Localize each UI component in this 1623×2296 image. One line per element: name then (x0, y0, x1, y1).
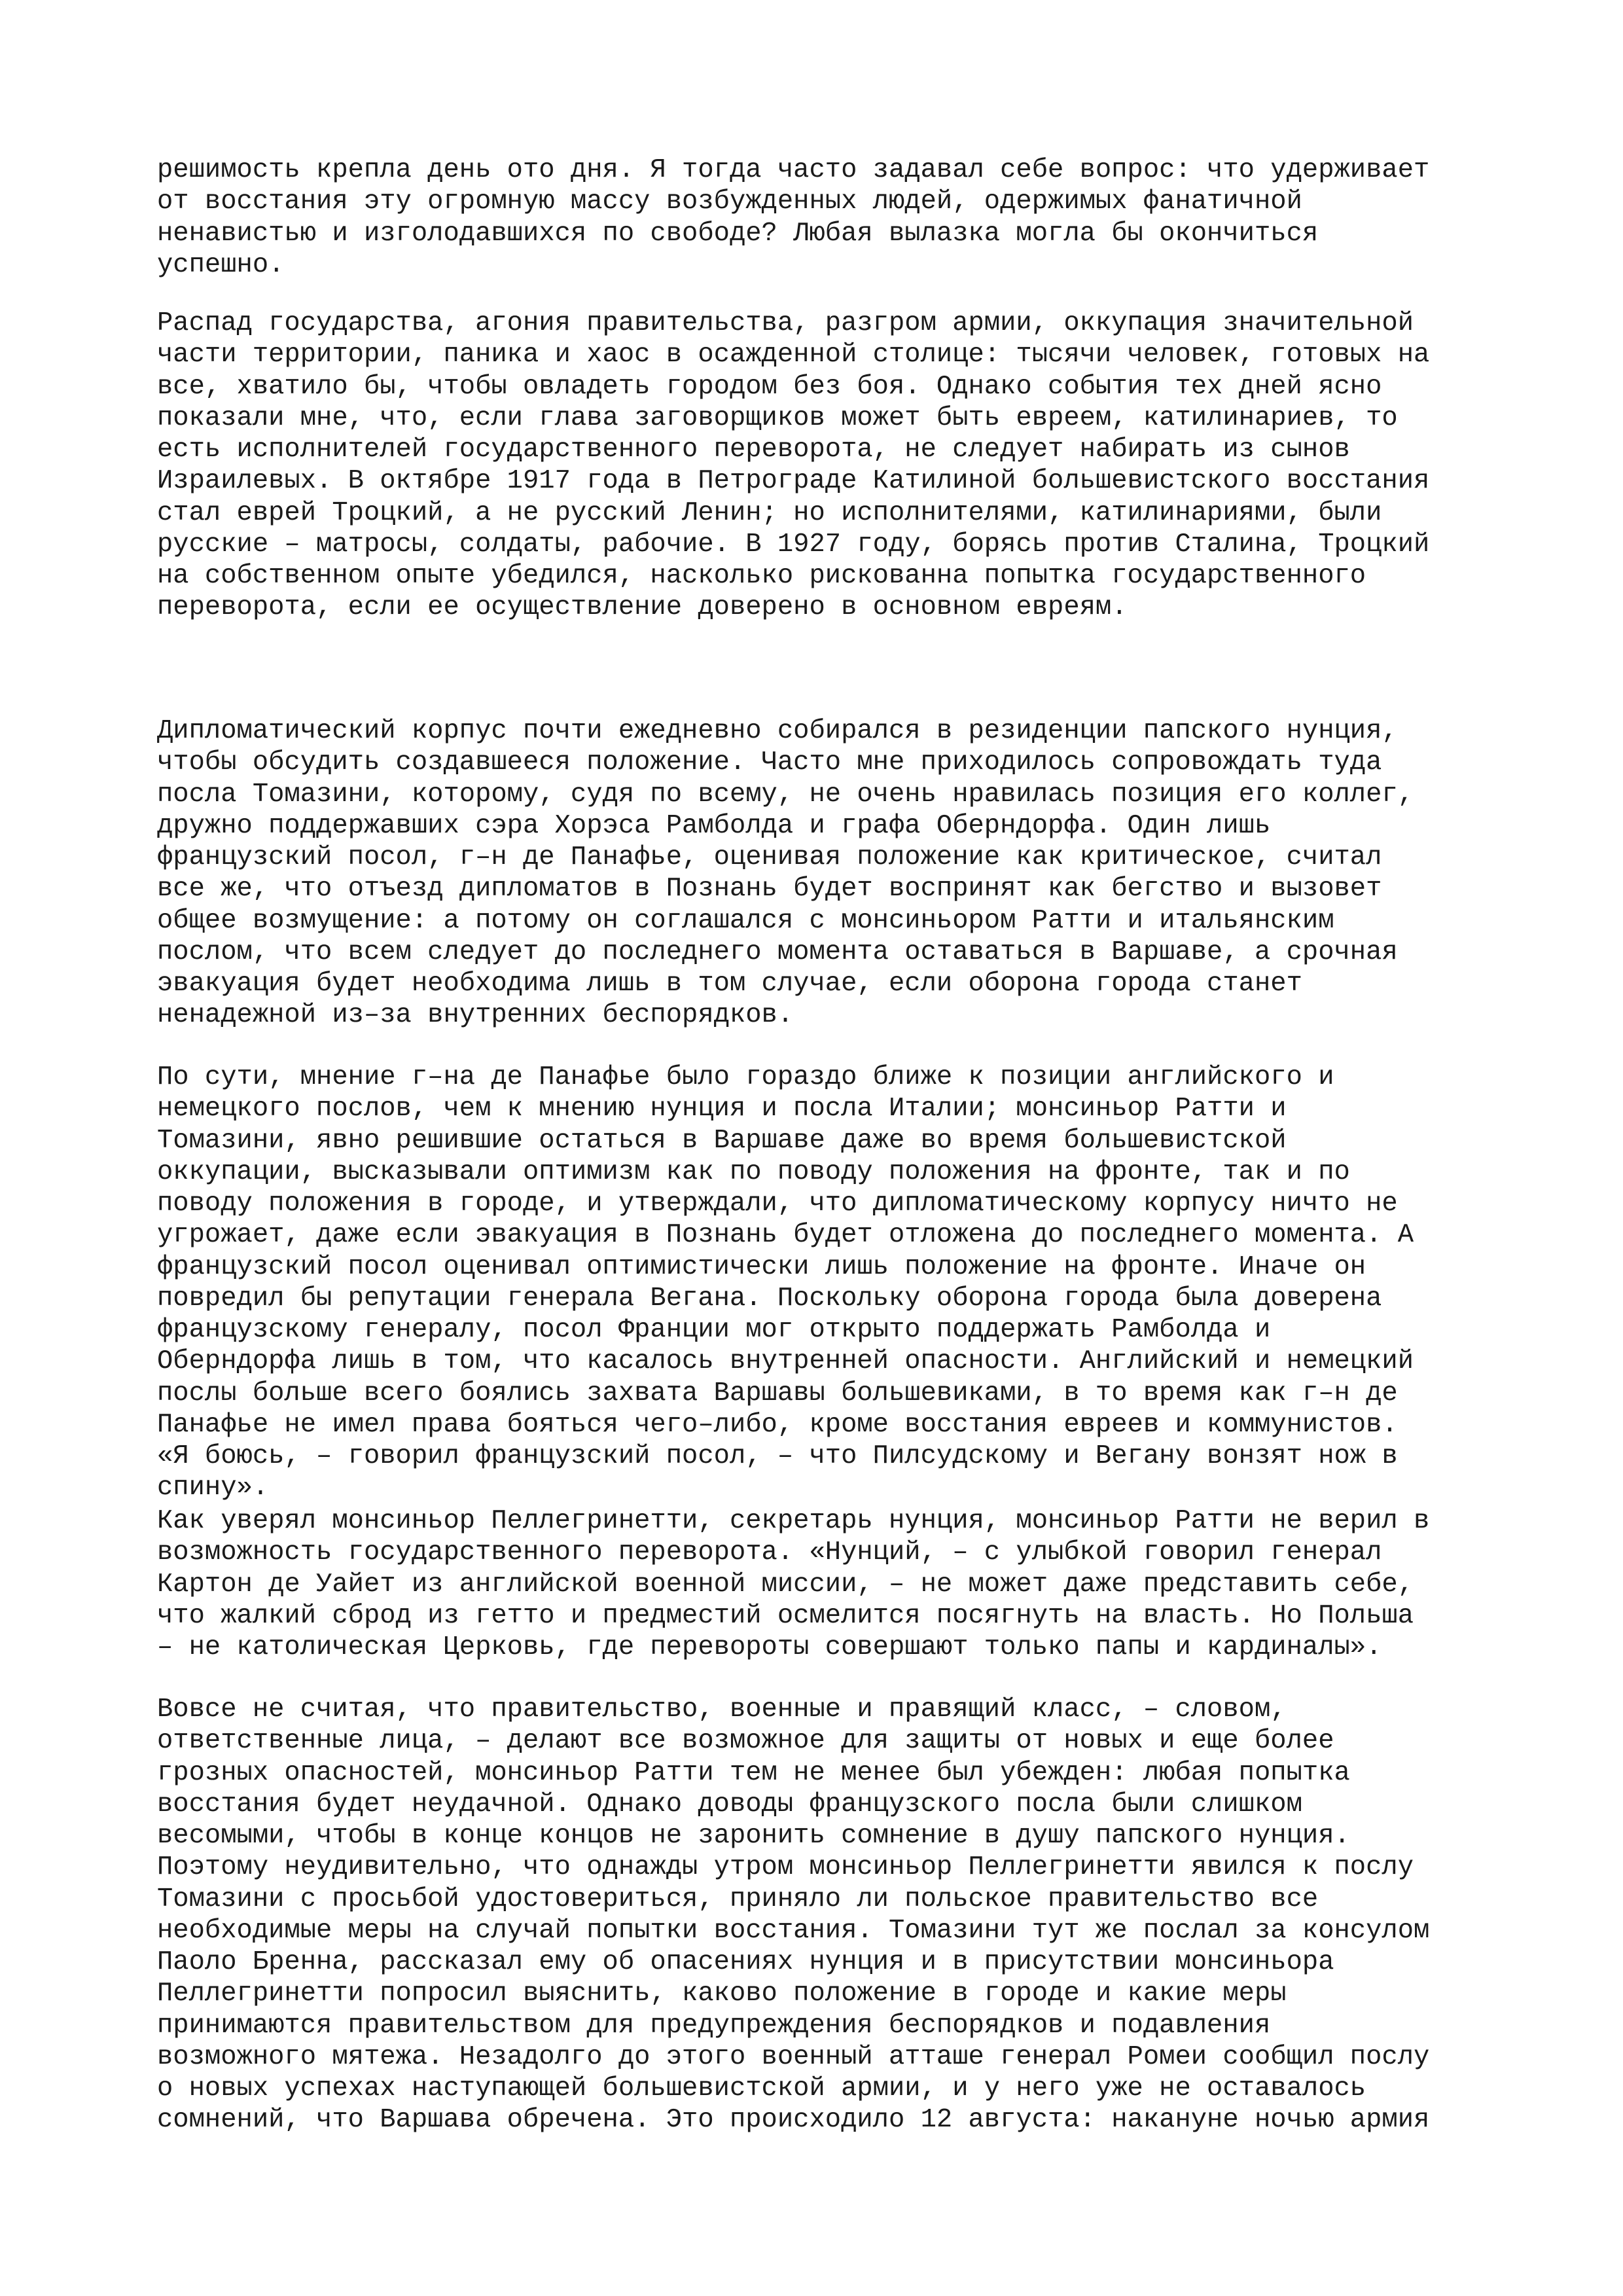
text-line: ненадежной из–за внутренних беспорядков. (157, 1000, 794, 1031)
text-line: Картон де Уайет из английской военной миссии, – не может даже представить себе, (157, 1569, 1414, 1600)
text-line: сомнений, что Варшава обречена. Это происходило 12 августа: накануне ночью армия (157, 2105, 1430, 2136)
text-line: Вовсе не считая, что правительство, военные и правящий класс, – словом, (157, 1695, 1287, 1725)
text-line: ответственные лица, – делают все возможное для защиты от новых и еще более (157, 1726, 1334, 1757)
text-line: Пеллегринетти попросил выяснить, каково положение в городе и какие меры (157, 1979, 1287, 2009)
text-line: Паоло Бренна, рассказал ему об опасениях нунция и в присутствии монсиньора (157, 1947, 1334, 1977)
text-line: что жалкий сброд из гетто и предместий осмелится посягнуть на власть. Но Польша (157, 1600, 1414, 1631)
text-line: оккупации, высказывали оптимизм как по поводу положения на фронте, так и по (157, 1157, 1350, 1187)
paragraph-1 (157, 154, 1492, 281)
text-line: немецкого послов, чем к мнению нунция и посла Италии; монсиньор Ратти и (157, 1094, 1287, 1124)
text-line: части территории, паника и хаос в осажденной столице: тысячи человек, готовых на (157, 340, 1430, 370)
text-line: послом, что всем следует до последнего момента оставаться в Варшаве, а срочная (157, 937, 1398, 967)
text-line: от восстания эту огромную массу возбужденных людей, одержимых фанатичной (157, 187, 1302, 217)
text-line: Дипломатический корпус почти ежедневно собирался в резиденции папского нунция, (157, 716, 1398, 746)
text-line: о новых успехах наступающей большевистской армии, и у него уже не оставалось (157, 2073, 1366, 2104)
text-line: на собственном опыте убедился, насколько рискованна попытка государственного (157, 561, 1366, 591)
text-line: показали мне, что, если глава заговорщиков может быть евреем, катилинариев, то (157, 403, 1398, 433)
text-line: французский посол, г–н де Панафье, оценивая положение как критическое, считал (157, 842, 1382, 872)
text-line: возможность государственного переворота. «Нунций, – с улыбкой говорил генерал (157, 1537, 1382, 1568)
text-line: Распад государства, агония правительства, разгром армии, оккупация значительной (157, 308, 1414, 338)
text-line: повредил бы репутации генерала Вегана. Поскольку оборона города была доверена (157, 1283, 1382, 1314)
text-line: грозных опасностей, монсиньор Ратти тем не менее был убежден: любая попытка (157, 1757, 1350, 1788)
text-line: спину». (157, 1473, 269, 1503)
text-line: русские – матросы, солдаты, рабочие. В 1927 году, борясь против Сталина, Троцкий (157, 529, 1430, 560)
text-line: весомыми, чтобы в конце концов не заронить сомнение в душу папского нунция. (157, 1821, 1350, 1851)
text-line: стал еврей Троцкий, а не русский Ленин; но исполнителями, катилинариями, были (157, 497, 1382, 528)
text-line: все же, что отъезд дипломатов в Познань будет воспринят как бегство и вызовет (157, 874, 1382, 905)
text-line: общее возмущение: а потому он соглашался с монсиньором Ратти и итальянским (157, 905, 1334, 936)
text-line: послы больше всего боялись захвата Варшавы большевиками, в то время как г–н де (157, 1378, 1398, 1408)
text-line: необходимые меры на случай попытки восстания. Томазини тут же послал за консулом (157, 1915, 1430, 1946)
text-line: Израилевых. В октябре 1917 года в Петрограде Катилиной большевистского восстания (157, 466, 1430, 497)
text-line: Панафье не имел права бояться чего–либо, кроме восстания евреев и коммунистов. (157, 1409, 1398, 1440)
text-line: успешно. (157, 249, 285, 280)
text-line: чтобы обсудить создавшееся положение. Часто мне приходилось сопровождать туда (157, 747, 1382, 778)
text-line: поводу положения в городе, и утверждали, что дипломатическому корпусу ничто не (157, 1189, 1398, 1219)
text-line: есть исполнителей государственного переворота, не следует набирать из сынов (157, 435, 1350, 465)
text-line: французский посол оценивал оптимистически лишь положение на фронте. Иначе он (157, 1251, 1366, 1282)
text-line: возможного мятежа. Незадолго до этого военный атташе генерал Ромеи сообщил послу (157, 2041, 1430, 2072)
paragraph-5 (157, 1505, 1492, 1663)
text-line: принимаются правительством для предупреждения беспорядков и подавления (157, 2010, 1271, 2041)
text-line: все, хватило бы, чтобы овладеть городом без боя. Однако события тех дней ясно (157, 371, 1382, 402)
text-line: Поэтому неудивительно, что однажды утром монсиньор Пеллегринетти явился к послу (157, 1852, 1414, 1883)
text-line: Оберндорфа лишь в том, что касалось внутренней опасности. Английский и немецкий (157, 1346, 1414, 1377)
text-line: По сути, мнение г–на де Панафье было гораздо ближе к позиции английского и (157, 1062, 1334, 1092)
text-line: ненавистью и изголодавшихся по свободе? Любая вылазка могла бы окончиться (157, 218, 1319, 249)
text-line: Томазини с просьбой удостовериться, приняло ли польское правительство все (157, 1884, 1319, 1914)
paragraph-2 (157, 308, 1492, 624)
text-line: восстания будет неудачной. Однако доводы французского посла были слишком (157, 1789, 1302, 1820)
text-line: эвакуация будет необходима лишь в том случае, если оборона города станет (157, 969, 1302, 999)
text-line: французскому генералу, посол Франции мог открыто поддержать Рамболда и (157, 1315, 1271, 1345)
text-line: дружно поддержавших сэра Хорэса Рамболда и графа Оберндорфа. Один лишь (157, 810, 1271, 841)
text-line: решимость крепла день ото дня. Я тогда часто задавал себе вопрос: что удерживает (157, 155, 1430, 185)
paragraph-3 (157, 715, 1492, 1031)
paragraph-6 (157, 1694, 1492, 2136)
text-line: переворота, если ее осуществление доверено в основном евреям. (157, 592, 1128, 623)
text-line: «Я боюсь, – говорил французский посол, – что Пилсудскому и Вегану вонзят нож в (157, 1441, 1398, 1471)
text-line: угрожает, даже если эвакуация в Познань будет отложена до последнего момента. А (157, 1220, 1414, 1251)
text-line: Как уверял монсиньор Пеллегринетти, секретарь нунция, монсиньор Ратти не верил в (157, 1506, 1430, 1536)
paragraph-4 (157, 1062, 1492, 1504)
text-line: Томазини, явно решившие остаться в Варшаве даже во время большевистской (157, 1125, 1287, 1156)
text-line: – не католическая Церковь, где перевороты совершают только папы и кардиналы». (157, 1632, 1382, 1662)
text-line: посла Томазини, которому, судя по всему, не очень нравилась позиция его коллег, (157, 779, 1414, 810)
